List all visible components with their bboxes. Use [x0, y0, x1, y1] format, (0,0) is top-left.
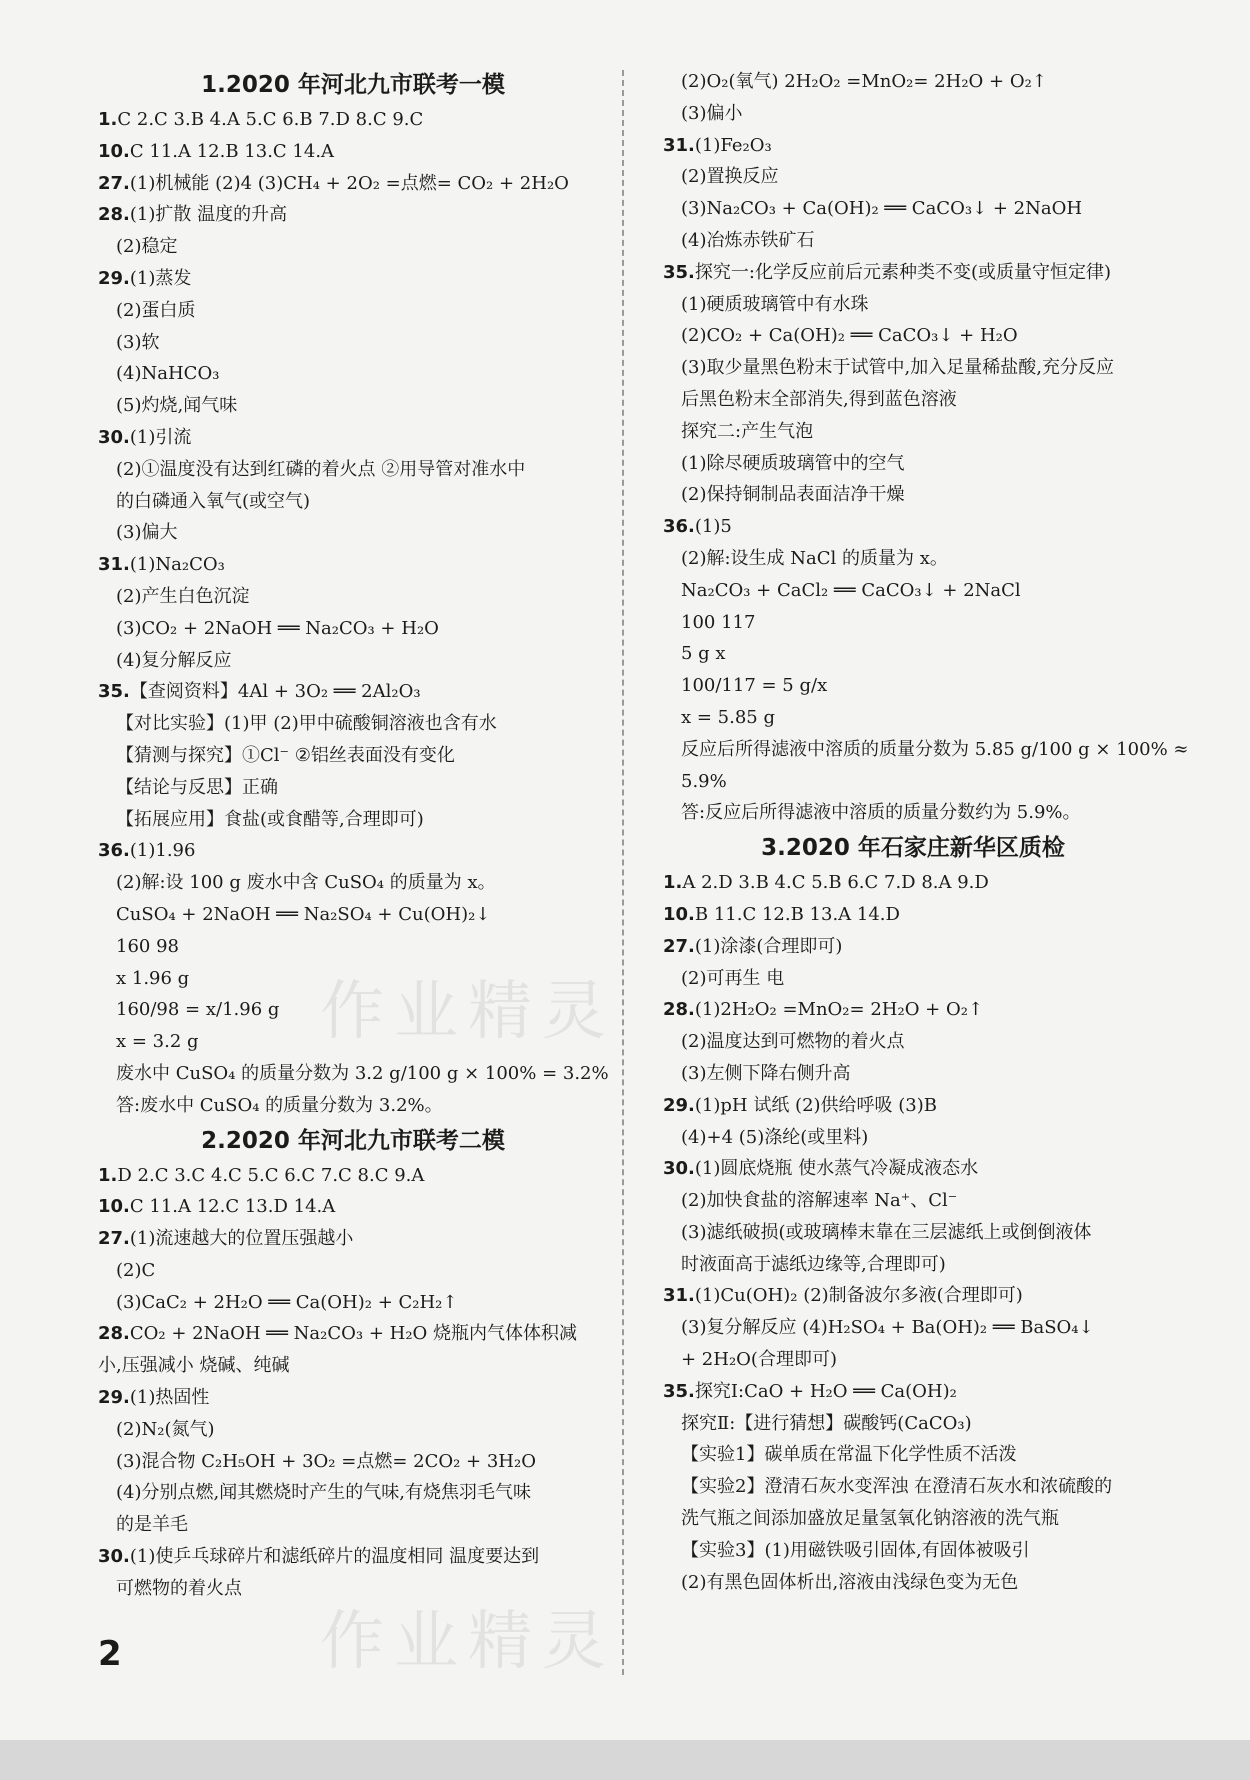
page-number: 2 [98, 1634, 122, 1674]
answer-line: (2)稳定 [116, 236, 178, 258]
question-number: 31. [98, 554, 130, 576]
answer-line: 【实验3】(1)用磁铁吸引固体,有固体被吸引 [681, 1539, 1030, 1561]
answer-text: (1)流速越大的位置压强越小 [129, 1228, 354, 1250]
answer-line: 答:废水中 CuSO₄ 的质量分数为 3.2%。 [116, 1094, 443, 1116]
answer-line: 探究二:产生气泡 [681, 420, 814, 442]
answer-line [98, 422, 608, 454]
answer-text: (1)5 [694, 516, 732, 538]
answer-line: 160/98 = x/1.96 g [116, 999, 280, 1021]
answer-line: x 1.96 g [116, 967, 190, 989]
answer-text: (1)1.96 [129, 840, 196, 862]
answer-text: CO₂ + 2NaOH ══ Na₂CO₃ + H₂O 烧瓶内气体体积减 [129, 1323, 578, 1345]
answer-line: + 2H₂O(合理即可) [681, 1349, 837, 1371]
answer-line: (4)冶炼赤铁矿石 [681, 229, 815, 251]
answer-line: 可燃物的着火点 [116, 1577, 242, 1599]
answer-line [98, 168, 608, 200]
answer-line: (3)CaC₂ + 2H₂O ══ Ca(OH)₂ + C₂H₂↑ [116, 1291, 458, 1313]
answer-line: 时液面高于滤纸边缘等,合理即可) [681, 1253, 946, 1275]
answer-line: (2)C [116, 1259, 156, 1281]
answer-line: 的白磷通入氧气(或空气) [116, 490, 311, 512]
answer-line [98, 549, 608, 581]
answer-line: (4)+4 (5)涤纶(或里料) [681, 1126, 869, 1148]
answer-line: (2)有黑色固体析出,溶液由浅绿色变为无色 [681, 1571, 1019, 1593]
answer-line [663, 899, 1163, 931]
answer-line: 后黑色粉末全部消失,得到蓝色溶液 [681, 388, 957, 410]
answer-line: 答:反应后所得滤液中溶质的质量分数约为 5.9%。 [681, 802, 1081, 824]
question-number: 31. [663, 134, 695, 156]
answer-line: x = 5.85 g [681, 706, 775, 728]
answer-text: B 11.C 12.B 13.A 14.D [694, 903, 900, 925]
answer-line [98, 1318, 608, 1350]
answer-line: x = 3.2 g [116, 1031, 199, 1053]
answer-line: (2)蛋白质 [116, 299, 196, 321]
question-number: 10. [98, 140, 130, 162]
answer-text: (1)Fe₂O₃ [694, 134, 772, 156]
answer-line: (1)硬质玻璃管中有水珠 [681, 293, 869, 315]
question-number: 31. [663, 1285, 695, 1307]
answer-text: (1)机械能 (2)4 (3)CH₄ + 2O₂ =点燃= CO₂ + 2H₂O [129, 172, 569, 194]
answer-line: 【对比实验】(1)甲 (2)甲中硫酸铜溶液也含有水 [116, 713, 497, 735]
question-number: 29. [663, 1094, 695, 1116]
answer-text: (1)引流 [129, 426, 192, 448]
answer-text: (1)扩散 温度的升高 [129, 204, 288, 226]
answer-line: (5)灼烧,闻气味 [116, 395, 238, 417]
answer-line: (3)滤纸破损(或玻璃棒末靠在三层滤纸上或倒倒液体 [681, 1221, 1092, 1243]
answer-line: (2)产生白色沉淀 [116, 585, 250, 607]
answer-line: (3)Na₂CO₃ + Ca(OH)₂ ══ CaCO₃↓ + 2NaOH [681, 198, 1083, 220]
answer-line [663, 257, 1163, 289]
question-number: 1. [663, 872, 683, 894]
answer-line: (2)O₂(氧气) 2H₂O₂ =MnO₂= 2H₂O + O₂↑ [681, 71, 1047, 92]
answer-line: (2)解:设 100 g 废水中含 CuSO₄ 的质量为 x。 [116, 872, 496, 894]
answer-text: (1)pH 试纸 (2)供给呼吸 (3)B [694, 1094, 937, 1116]
answer-text: (1)Cu(OH)₂ (2)制备波尔多液(合理即可) [694, 1285, 1023, 1307]
answer-line: 【拓展应用】食盐(或食醋等,合理即可) [116, 808, 424, 830]
answer-line: (4)分别点燃,闻其燃烧时产生的气味,有烧焦羽毛气味 [116, 1482, 531, 1504]
answer-line: 【猜测与探究】①Cl⁻ ②铝丝表面没有变化 [116, 744, 455, 766]
question-number: 27. [98, 172, 130, 194]
answer-line [98, 835, 608, 867]
answer-line: Na₂CO₃ + CaCl₂ ══ CaCO₃↓ + 2NaCl [681, 579, 1021, 601]
section-heading: 3.2020 年石家庄新华区质检 [761, 835, 1065, 862]
answer-line: 【结论与反思】正确 [116, 776, 278, 798]
answer-line [663, 994, 1163, 1026]
answer-text: (1)蒸发 [129, 267, 192, 289]
answer-line: 洗气瓶之间添加盛放足量氢氧化钠溶液的洗气瓶 [681, 1508, 1059, 1530]
answer-line [663, 931, 1163, 963]
answer-line: (2)温度达到可燃物的着火点 [681, 1031, 905, 1053]
question-number: 28. [98, 1323, 130, 1345]
answer-line: 【实验1】碳单质在常温下化学性质不活泼 [681, 1444, 1017, 1466]
question-number: 35. [98, 681, 130, 703]
answer-line: (2)CO₂ + Ca(OH)₂ ══ CaCO₃↓ + H₂O [681, 325, 1018, 347]
question-number: 29. [98, 1387, 130, 1409]
question-number: 36. [98, 840, 130, 862]
answer-line: (2)置换反应 [681, 166, 779, 188]
answer-line: (2)可再生 电 [681, 967, 785, 989]
answer-text: D 2.C 3.C 4.C 5.C 6.C 7.C 8.C 9.A [117, 1164, 425, 1186]
answer-text: C 2.C 3.B 4.A 5.C 6.B 7.D 8.C 9.C [117, 109, 424, 130]
answer-line: (3)左侧下降右侧升高 [681, 1062, 851, 1084]
answer-text: 探究Ⅰ:CaO + H₂O ══ Ca(OH)₂ [694, 1380, 957, 1402]
answer-line: (3)CO₂ + 2NaOH ══ Na₂CO₃ + H₂O [116, 617, 439, 639]
question-number: 36. [663, 516, 695, 538]
answer-line [663, 1090, 1163, 1122]
answer-line: (2)①温度没有达到红磷的着火点 ②用导管对准水中 [116, 458, 526, 480]
answer-line: 【实验2】澄清石灰水变浑浊 在澄清石灰水和浓硫酸的 [681, 1476, 1113, 1498]
answer-line: 的是羊毛 [116, 1514, 188, 1536]
answer-text: 探究一:化学反应前后元素种类不变(或质量守恒定律) [694, 261, 1111, 283]
answer-text: (1)使乒乓球碎片和滤纸碎片的温度相同 温度要达到 [129, 1546, 540, 1568]
answer-text: C 11.A 12.C 13.D 14.A [129, 1196, 336, 1218]
question-number: 30. [98, 426, 130, 448]
question-number: 1. [98, 109, 118, 130]
answer-line [98, 1382, 608, 1414]
column-divider [622, 70, 624, 1675]
answer-line: (2)保持铜制品表面洁净干燥 [681, 484, 905, 506]
answer-text: (1)Na₂CO₃ [129, 554, 225, 576]
answer-line [98, 199, 608, 231]
watermark-left: 作业精灵 [320, 975, 616, 1049]
bottom-bar [0, 1740, 1250, 1780]
answer-line [98, 676, 608, 708]
answer-line: (4)复分解反应 [116, 649, 232, 671]
question-number: 28. [98, 204, 130, 226]
right-column [663, 66, 1189, 1598]
question-number: 10. [98, 1196, 130, 1218]
answer-line [663, 130, 1163, 162]
answer-line [98, 1223, 608, 1255]
answer-text: (1)圆底烧瓶 使水蒸气冷凝成液态水 [694, 1158, 979, 1180]
question-number: 35. [663, 1380, 695, 1402]
answer-text: (1)2H₂O₂ =MnO₂= 2H₂O + O₂↑ [694, 999, 984, 1021]
answer-line [98, 104, 608, 136]
section-heading: 2.2020 年河北九市联考二模 [201, 1127, 505, 1154]
answer-line: 探究Ⅱ:【进行猜想】碳酸钙(CaCO₃) [681, 1412, 972, 1434]
answer-line [663, 1153, 1163, 1185]
answer-line [98, 1160, 608, 1192]
answer-line [663, 1280, 1163, 1312]
answer-text: (1)涂漆(合理即可) [694, 935, 843, 957]
question-number: 29. [98, 267, 130, 289]
question-number: 10. [663, 903, 695, 925]
answer-line [663, 867, 1163, 899]
left-column [98, 66, 608, 1605]
answer-line [663, 511, 1163, 543]
answer-line: 5 g x [681, 643, 726, 665]
answer-line: 废水中 CuSO₄ 的质量分数为 3.2 g/100 g × 100% = 3.2% [116, 1062, 609, 1084]
question-number: 27. [98, 1228, 130, 1250]
question-number: 28. [663, 999, 695, 1021]
answer-line: 100 117 [681, 611, 756, 633]
section-heading: 1.2020 年河北九市联考一模 [201, 72, 505, 98]
answer-line: 160 98 [116, 935, 179, 957]
question-number: 30. [98, 1546, 130, 1568]
answer-line: (3)复分解反应 (4)H₂SO₄ + Ba(OH)₂ ══ BaSO₄↓ [681, 1317, 1094, 1339]
answer-line: (2)加快食盐的溶解速率 Na⁺、Cl⁻ [681, 1190, 958, 1212]
answer-line [98, 136, 608, 168]
answer-line [98, 1191, 608, 1223]
answer-line: (3)软 [116, 331, 160, 353]
answer-text: C 11.A 12.B 13.C 14.A [129, 140, 335, 162]
answer-line: (3)偏小 [681, 102, 743, 124]
answer-line: (3)混合物 C₂H₅OH + 3O₂ =点燃= 2CO₂ + 3H₂O [116, 1450, 536, 1472]
answer-line [98, 1541, 608, 1573]
answer-line: (1)除尽硬质玻璃管中的空气 [681, 452, 905, 474]
question-number: 30. [663, 1158, 695, 1180]
answer-line: 反应后所得滤液中溶质的质量分数为 5.85 g/100 g × 100% ≈ [681, 738, 1189, 760]
answer-line: (2)N₂(氮气) [116, 1418, 215, 1440]
question-number: 1. [98, 1164, 118, 1186]
answer-line: CuSO₄ + 2NaOH ══ Na₂SO₄ + Cu(OH)₂↓ [116, 903, 491, 925]
watermark-bottom: 作业精灵 [320, 1605, 616, 1679]
answer-text: A 2.D 3.B 4.C 5.B 6.C 7.D 8.A 9.D [682, 872, 989, 894]
answer-line: (3)偏大 [116, 522, 178, 544]
answer-line: 小,压强减小 烧碱、纯碱 [98, 1355, 290, 1377]
answer-line: (2)解:设生成 NaCl 的质量为 x。 [681, 547, 948, 569]
answer-line: 100/117 = 5 g/x [681, 675, 828, 697]
answer-text: (1)热固性 [129, 1387, 210, 1409]
question-number: 27. [663, 935, 695, 957]
answer-line: (4)NaHCO₃ [116, 363, 220, 385]
answer-line: 5.9% [681, 770, 727, 792]
answer-line: (3)取少量黑色粉末于试管中,加入足量稀盐酸,充分反应 [681, 357, 1114, 379]
question-number: 35. [663, 261, 695, 283]
answer-line [98, 263, 608, 295]
answer-line [663, 1376, 1163, 1408]
answer-text: 【查阅资料】4Al + 3O₂ ══ 2Al₂O₃ [129, 681, 421, 703]
